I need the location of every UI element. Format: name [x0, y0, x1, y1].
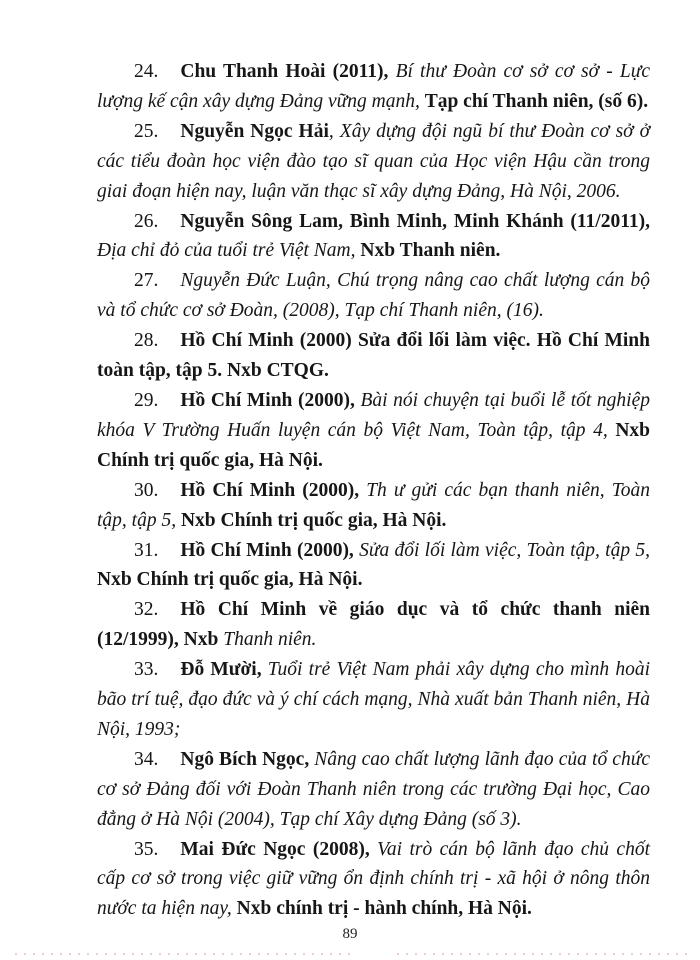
- reference-text-segment: Chu Thanh Hoài (2011),: [180, 61, 396, 82]
- reference-text-segment: Nxb Chính trị quốc gia, Hà Nội.: [180, 509, 447, 531]
- reference-text-segment: Thanh niên.: [223, 629, 317, 651]
- reference-item: [97, 536, 650, 596]
- page-number: 89: [342, 926, 358, 942]
- reference-list: [97, 57, 650, 924]
- reference-text-segment: Nguyễn Ngọc Hải: [180, 120, 329, 142]
- reference-text-segment: Th ư gửi các bạn thanh niên, Toàn tập, tập 5,: [97, 479, 650, 531]
- reference-number: 28.: [134, 330, 159, 352]
- reference-item: [97, 595, 650, 655]
- reference-text-segment: Tạp chí Thanh niên, (số 6).: [424, 90, 649, 112]
- reference-text-segment: Hồ Chí Minh (2000),: [180, 389, 361, 411]
- reference-number: 24.: [134, 61, 159, 82]
- reference-text-segment: Hồ Chí Minh (2000) Sửa đổi lối làm việc. Hồ Chí Minh toàn tập, tập 5. Nxb CTQG.: [97, 330, 650, 382]
- reference-text-segment: Nxb chính trị - hành chính, Hà Nội.: [236, 898, 532, 920]
- reference-text-segment: Đỗ Mười,: [180, 659, 268, 681]
- reference-number: 26.: [134, 210, 159, 232]
- reference-text-segment: Ngô Bích Ngọc,: [180, 748, 315, 770]
- reference-number: 30.: [134, 479, 159, 501]
- reference-number: 33.: [134, 659, 159, 681]
- reference-text-segment: Nxb Chính trị quốc gia, Hà Nội.: [97, 419, 650, 471]
- reference-item: [97, 386, 650, 476]
- reference-text-segment: Nguyễn Sông Lam, Bình Minh, Minh Khánh (11/2011),: [180, 210, 650, 232]
- reference-text-segment: Hồ Chí Minh (2000),: [180, 479, 367, 501]
- reference-text-segment: Bài nói chuyện tại buổi lễ tốt nghiệp khóa V Trường Huấn luyện cán bộ Việt Nam, Toàn tập, tập 4,: [97, 389, 650, 441]
- reference-text-segment: Địa chỉ đỏ của tuổi trẻ Việt Nam,: [97, 240, 361, 262]
- reference-number: 35.: [134, 838, 159, 860]
- reference-text-segment: , Xây dựng đội ngũ bí thư Đoàn cơ sở ở các tiểu đoàn học viện đào tạo sĩ quan của Học viện Hậu cần trong giai đoạn hiện nay, luận văn thạc sĩ xây dựng Đảng, Hà Nội, 2006.: [97, 120, 651, 202]
- reference-item: [97, 476, 650, 536]
- reference-number: 31.: [134, 539, 159, 561]
- reference-item: [97, 117, 650, 207]
- reference-text-segment: Hồ Chí Minh (2000),: [180, 539, 360, 561]
- reference-text-segment: Hồ Chí Minh về giáo dục và tổ chức thanh niên (12/1999), Nxb: [97, 599, 650, 651]
- reference-number: 25.: [134, 120, 159, 142]
- reference-text-segment: Nâng cao chất lượng lãnh đạo của tổ chức cơ sở Đảng đối với Đoàn Thanh niên trong các trường Đại học, Cao đẳng ở Hà Nội (2004), Tạp chí Xây dựng Đảng (số 3).: [97, 748, 650, 830]
- footer-dotted-line-right: [397, 953, 693, 955]
- reference-item: [97, 326, 650, 386]
- reference-item: [97, 266, 650, 326]
- reference-item: [97, 835, 650, 925]
- reference-number: 34.: [134, 748, 159, 770]
- reference-item: [97, 207, 650, 267]
- reference-text-segment: Vai trò cán bộ lãnh đạo chủ chốt cấp cơ sở trong việc giữ vững ổn định chính trị - xã hội ở nông thôn nước ta hiện nay,: [97, 838, 650, 920]
- reference-text-segment: Nxb Chính trị quốc gia, Hà Nội.: [97, 569, 363, 591]
- reference-text-segment: Nxb Thanh niên.: [360, 240, 501, 262]
- reference-item: [97, 745, 650, 835]
- reference-text-segment: Sửa đổi lối làm việc, Toàn tập, tập 5,: [359, 539, 650, 561]
- reference-text-segment: Nguyễn Đức Luận, Chú trọng nâng cao chất lượng cán bộ và tổ chức cơ sở Đoàn, (2008), Tạp chí Thanh niên, (16).: [97, 270, 650, 322]
- reference-text-segment: Mai Đức Ngọc (2008),: [180, 838, 378, 860]
- footer-dotted-line-left: [15, 953, 353, 955]
- reference-text-segment: Bí thư Đoàn cơ sở cơ sở - Lực lượng kế cận xây dựng Đảng vững mạnh,: [97, 61, 650, 112]
- reference-number: 32.: [134, 599, 159, 621]
- reference-item: [97, 57, 650, 117]
- reference-number: 27.: [134, 270, 159, 292]
- reference-number: 29.: [134, 389, 159, 411]
- reference-item: [97, 655, 650, 745]
- reference-text-segment: Tuổi trẻ Việt Nam phải xây dựng cho mình hoài bão trí tuệ, đạo đức và ý chí cách mạng, Nhà xuất bản Thanh niên, Hà Nội, 1993;: [97, 659, 651, 740]
